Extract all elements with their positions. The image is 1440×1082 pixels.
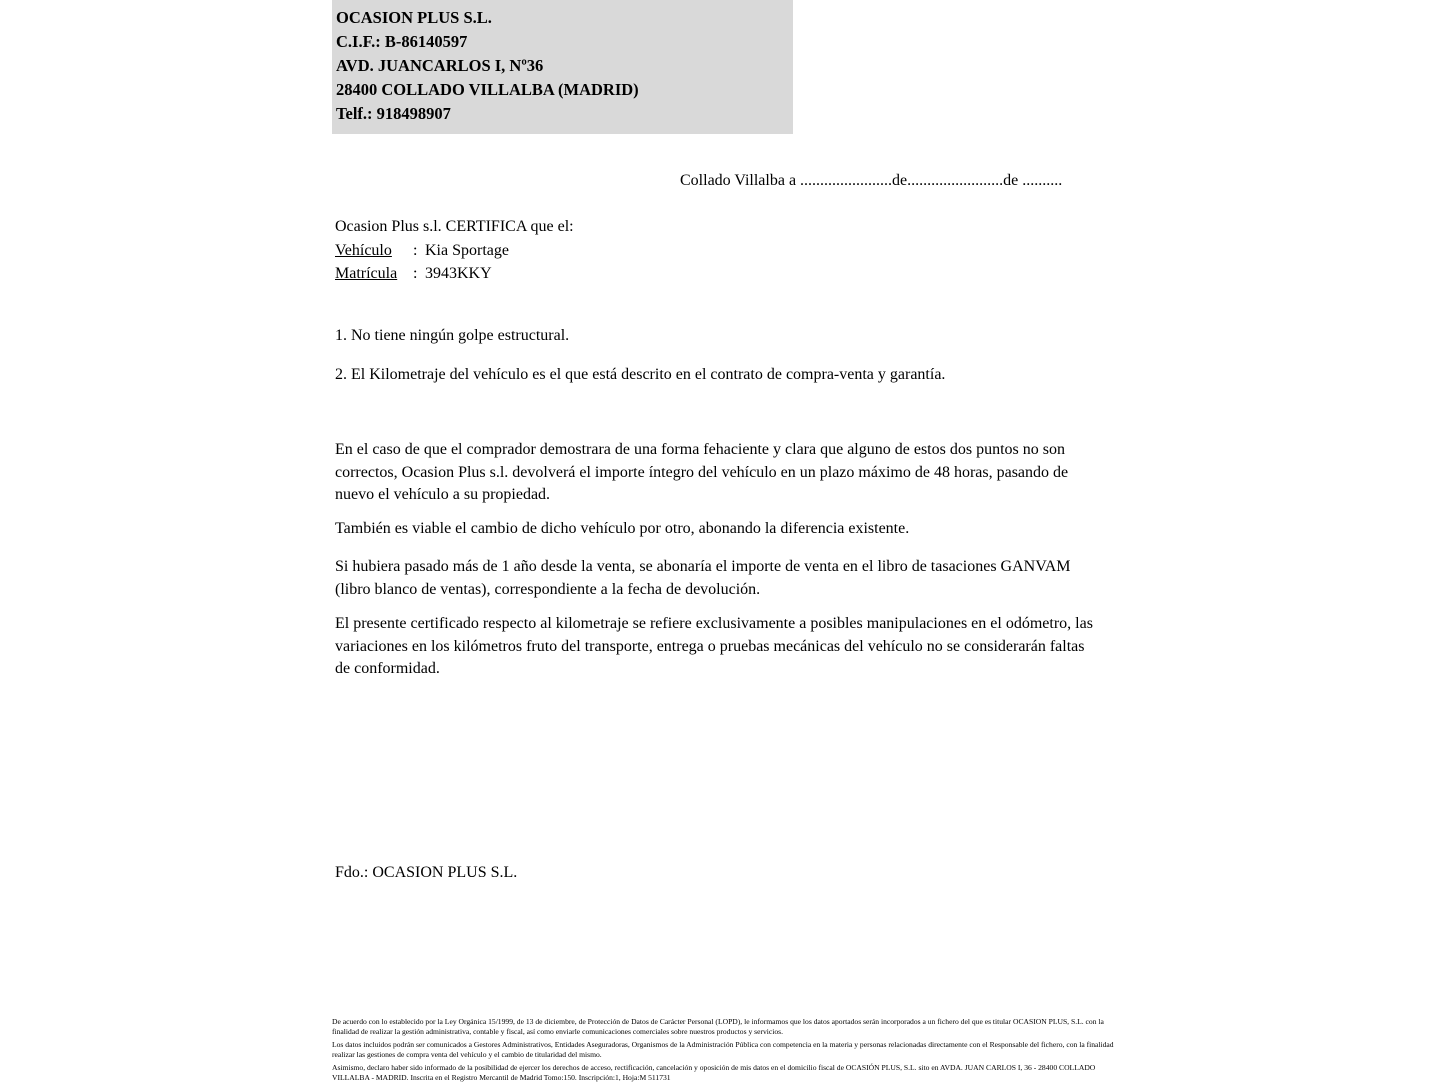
paragraph-odometer-clause: El presente certificado respecto al kilometraje se refiere exclusivamente a posibles manipulaciones en el odómetro, las variaciones en los kilómetros fruto del transporte, entrega o pruebas mecánicas del vehículo no se considerarán faltas de conformidad. [335,615,1093,677]
legal-paragraph-1: De acuerdo con lo establecido por la Ley Orgánica 15/1999, de 13 de diciembre, de Protección de Datos de Carácter Personal (LOPD), le informamos que los datos aportados serán incorporados a un fichero del que es titular OCASION PLUS, S.L. con la finalidad de realizar la gestión administrativa, contable y fiscal, así como enviarle comunicaciones comerciales sobre nuestros productos y servicios. [332,1017,1104,1036]
certifies-intro: Ocasion Plus s.l. CERTIFICA que el: [335,218,574,235]
vehicle-value: Kia Sportage [425,241,509,259]
certification-block [335,215,574,286]
date-line: Collado Villalba a .......................de........................de .......... [680,172,1063,189]
paragraph-one-year-clause: Si hubiera pasado más de 1 año desde la venta, se abonaría el importe de venta en el libro de tasaciones GANVAM (libro blanco de ventas), correspondiente a la fecha de devolución. [335,558,1071,598]
company-phone: Telf.: 918498907 [336,104,451,123]
company-letterhead [332,0,793,134]
legal-footer [332,1017,1122,1082]
vehicle-row [335,239,574,263]
certified-point-2: 2. El Kilometraje del vehículo es el que está descrito en el contrato de compra-venta y garantía. [335,366,946,383]
plate-separator: : [413,265,418,282]
legal-paragraph-3: Asimismo, declaro haber sido informado de la posibilidad de ejercer los derechos de acceso, rectificación, cancelación y oposición de mis datos en el domicilio fiscal de OCASIÓN PLUS, S.L. sito en AVDA. JUAN CARLOS I, 36 - 28400 COLLADO VILLALBA - MADRID. Inscrita en el Registro Mercantil de Madrid Tomo:150. Inscripción:1, Hoja:M 511731 [332,1063,1096,1082]
company-cif: C.I.F.: B-86140597 [336,32,468,51]
vehicle-label: Vehículo [335,241,392,259]
paragraph-refund-terms: En el caso de que el comprador demostrara de una forma fehaciente y clara que alguno de estos dos puntos no son correctos, Ocasion Plus s.l. devolverá el importe íntegro del vehículo en un plazo máximo de 48 horas, pasando de nuevo el vehículo a su propiedad. [335,441,1069,503]
company-name: OCASION PLUS S.L. [336,8,492,27]
certified-point-1: 1. No tiene ningún golpe estructural. [335,327,570,344]
vehicle-separator: : [413,241,418,259]
paragraph-exchange-option: También es viable el cambio de dicho vehículo por otro, abonando la diferencia existente. [335,520,910,537]
plate-label: Matrícula [335,265,398,282]
plate-value: 3943KKY [425,265,492,282]
company-address: AVD. JUANCARLOS I, Nº36 [336,56,544,75]
company-city: 28400 COLLADO VILLALBA (MADRID) [336,80,639,99]
legal-paragraph-2: Los datos incluidos podrán ser comunicados a Gestores Administrativos, Entidades Aseguradoras, Organismos de la Administración Pública con competencia en la materia y personas relacionadas directamente con el Responsable del fichero, con la finalidad realizar las gestiones de compra venta del vehículo y el cambio de titularidad del mismo. [332,1040,1114,1059]
signature-line: Fdo.: OCASION PLUS S.L. [335,864,518,881]
plate-row [335,262,574,286]
